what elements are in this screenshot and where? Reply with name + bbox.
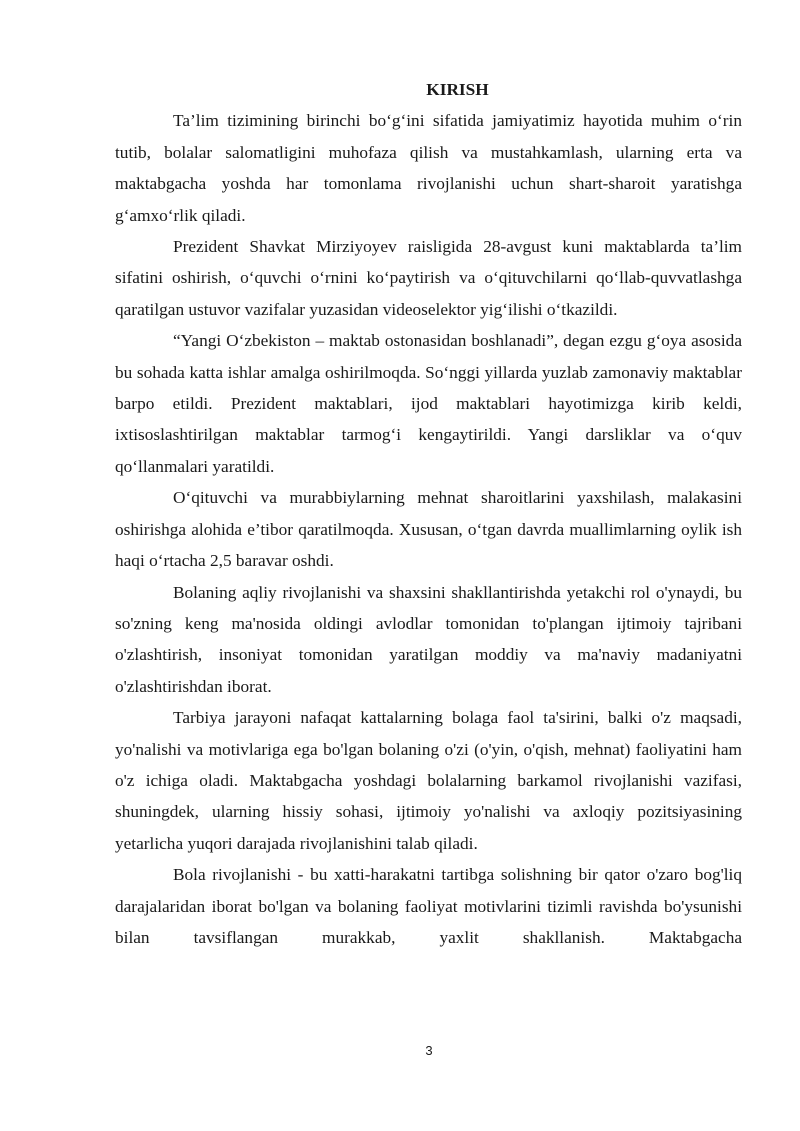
paragraph-4: O‘qituvchi va murabbiylarning mehnat sharoitlarini yaxshilash, malakasini oshirishga alohida e’tibor qaratilmoqda. Xususan, o‘tgan davrda muallimlarning oylik ish haqi o‘rtacha 2,5 baravar oshdi. xyxy=(115,488,742,571)
paragraph-2: Prezident Shavkat Mirziyoyev raisligida 28-avgust kuni maktablarda ta’lim sifatini oshirish, o‘quvchi o‘rnini ko‘paytirish va o‘qituvchilarni qo‘llab-quvvatlashga qaratilgan ustuvor vazifalar yuzasidan videoselektor yig‘ilishi o‘tkazildi. xyxy=(115,237,742,319)
paragraph-3: “Yangi O‘zbekiston – maktab ostonasidan boshlanadi”, degan ezgu g‘oya asosida bu sohada katta ishlar amalga oshirilmoqda. So‘nggi yillarda yuzlab zamonaviy maktablar barpo etildi. Prezident maktablari, ijod maktablari hayotimizga kirib keldi, ixtisoslashtirilgan maktablar tarmog‘i kengaytirildi. Yangi darsliklar va o‘quv qo‘llanmalari yaratildi. xyxy=(115,331,742,476)
paragraph-7: Bola rivojlanishi - bu xatti-harakatni tartibga solishning bir qator o'zaro bog'liq darajalaridan iborat bo'lgan va bolaning faoliyat motivlarini tizimli ravishda bo'ysunishi bilan tavsiflangan murakkab, yaxlit shakllanish. Maktabgacha xyxy=(115,865,742,947)
section-heading: KIRISH xyxy=(426,80,489,99)
paragraph-1: Ta’lim tizimining birinchi bo‘g‘ini sifatida jamiyatimiz hayotida muhim o‘rin tutib, bolalar salomatligini muhofaza qilish va mustahkamlash, ularning erta va maktabgacha yoshda har tomonlama rivojlanishi uchun shart-sharoit yaratishga g‘amxo‘rlik qiladi. xyxy=(115,111,742,225)
paragraph-6: Tarbiya jarayoni nafaqat kattalarning bolaga faol ta'sirini, balki o'z maqsadi, yo'nalishi va motivlariga ega bo'lgan bolaning o'zi (o'yin, o'qish, mehnat) faoliyatini ham o'z ichiga oladi. Maktabgacha yoshdagi bolalarning barkamol rivojlanishi vazifasi, shuningdek, ularning hissiy sohasi, ijtimoiy yo'nalishi va axloqiy pozitsiyasining yetarlicha yuqori darajada rivojlanishini talab qiladi. xyxy=(115,708,742,853)
page-number: 3 xyxy=(425,1043,433,1058)
page-body xyxy=(115,74,742,953)
paragraph-5: Bolaning aqliy rivojlanishi va shaxsini shakllantirishda yetakchi rol o'ynaydi, bu so'zning keng ma'nosida oldingi avlodlar tomonidan to'plangan ijtimoiy tajribani o'zlashtirish, insoniyat tomonidan yaratilgan moddiy va ma'naviy madaniyatni o'zlashtirishdan iborat. xyxy=(115,582,742,696)
